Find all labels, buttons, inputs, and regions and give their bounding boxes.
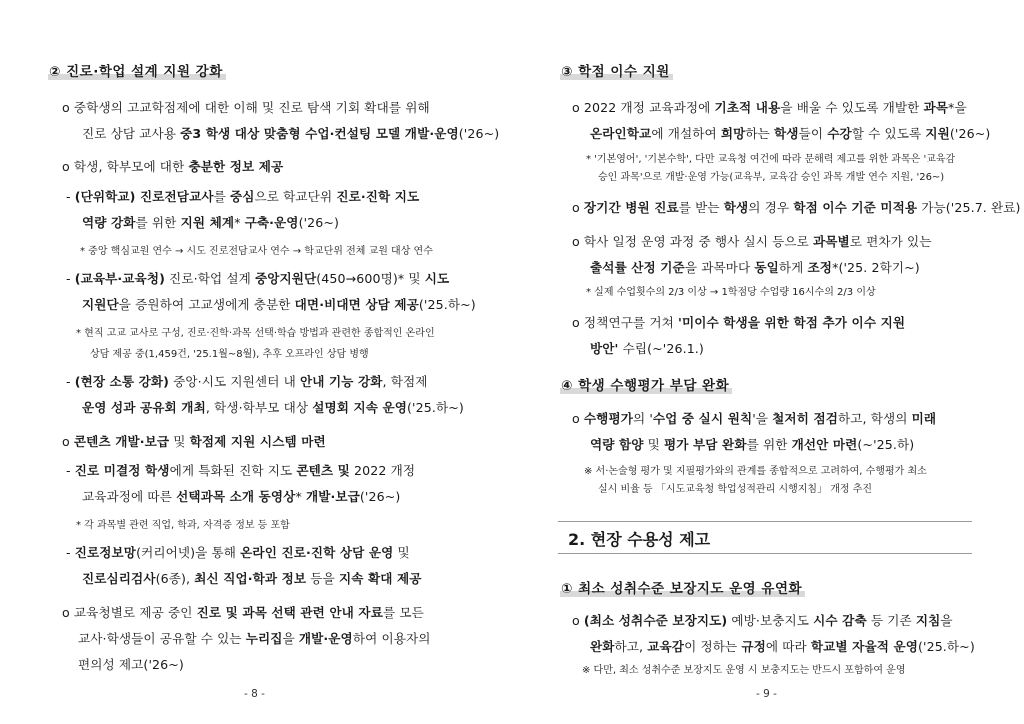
emphasis-text: 대면·비대면 상담 제공 — [294, 297, 419, 312]
emphasis-text: 동일 — [754, 260, 779, 275]
emphasis-text: 콘텐츠 및 — [296, 463, 350, 478]
page-number: - 9 - — [756, 688, 777, 700]
body-text: o 학생, 학부모에 대한 — [62, 159, 189, 174]
bullet-line — [66, 542, 410, 561]
footnote: 상담 제공 중(1,459건, '25.1월~8월), 추후 오프라인 상담 병행 — [90, 349, 369, 360]
body-text: (~'25.하) — [857, 437, 915, 452]
bullet-line — [66, 186, 419, 205]
emphasis-text: 기초적 내용 — [714, 100, 781, 115]
body-text: 가능('25.7. 완료) — [917, 200, 1021, 215]
emphasis-text: 진로·진학 지도 — [336, 189, 420, 204]
emphasis-text: 온라인학교 — [590, 126, 652, 141]
body-text: 하여 이용자의 — [352, 631, 431, 646]
emphasis-text: 미래 — [911, 411, 937, 426]
emphasis-text: 학생 — [723, 200, 749, 215]
body-text: 을 — [282, 631, 299, 646]
footnote: * 현직 고교 교사로 구성, 진로·진학·과목 선택·학습 방법과 관련한 종합적인 온라인 — [76, 328, 435, 339]
emphasis-text: 학교별 자율적 운영 — [810, 639, 918, 654]
body-text: 진로 상담 교사용 — [82, 126, 181, 141]
emphasis-text: 지원 체계 — [180, 215, 235, 230]
emphasis-text: (단위학교) 진로전담교사 — [74, 189, 214, 204]
body-text: *을 — [948, 100, 967, 115]
body-text: 에게 특화된 진학 지도 — [169, 463, 297, 478]
bullet-line — [572, 197, 1021, 216]
body-text: ('25.하~) — [418, 297, 476, 312]
emphasis-text: 개선안 마련 — [791, 437, 858, 452]
body-text: 를 위한 — [135, 215, 181, 230]
body-text: - — [66, 545, 75, 560]
bullet-line — [62, 156, 283, 175]
emphasis-text: 조정 — [807, 260, 833, 275]
emphasis-text: 역량 함양 — [590, 437, 644, 452]
body-text: *('25. 2학기~) — [832, 260, 920, 275]
body-text: o — [572, 613, 584, 628]
footnote: ※ 서·논술형 평가 및 지필평가와의 관계를 종합적으로 고려하여, 수행평가 최소 — [584, 466, 927, 477]
emphasis-text: 지속 확대 제공 — [338, 571, 422, 586]
bullet-line — [82, 294, 476, 313]
emphasis-text: 누리집 — [245, 631, 283, 646]
emphasis-text: 최신 직업·학과 정보 — [194, 571, 307, 586]
footnote: 실시 비율 등 「시도교육청 학업성적관리 시행지침」 개정 추진 — [598, 484, 873, 495]
emphasis-text: 완화 — [590, 639, 615, 654]
heading-min-achievement: ① 최소 성취수준 보장지도 운영 유연화 — [560, 577, 805, 597]
emphasis-text: 중3 학생 대상 맞춤형 수업·컨설팅 모델 개발·운영 — [180, 126, 459, 141]
body-text: 하게 — [778, 260, 808, 275]
bullet-line — [66, 460, 415, 479]
heading-career-support: ② 진로·학업 설계 지원 강화 — [48, 60, 226, 80]
emphasis-text: 과목 — [923, 100, 949, 115]
bullet-line — [590, 338, 704, 357]
body-text: 를 받는 — [678, 200, 724, 215]
footnote: 승인 과목'으로 개발·운영 가능(교육부, 교육감 승인 과목 개발 연수 지원, '26~) — [598, 172, 945, 183]
body-text: o 학사 일정 운영 과정 중 행사 실시 등으로 — [572, 234, 813, 249]
emphasis-text: 교육감 — [647, 639, 685, 654]
bullet-line — [572, 408, 936, 427]
body-text: * — [295, 489, 306, 504]
body-text: 할 수 있도록 — [851, 126, 926, 141]
body-text: 를 모든 — [382, 605, 424, 620]
emphasis-text: 구축·운영 — [244, 215, 299, 230]
body-text: 등 기존 — [866, 613, 916, 628]
footnote: * 각 과목별 관련 직업, 학과, 자격증 정보 등 포함 — [76, 520, 290, 531]
emphasis-text: 지침 — [915, 613, 941, 628]
body-text: o — [62, 434, 74, 449]
body-text: - — [66, 374, 75, 389]
body-text: - — [66, 271, 75, 286]
emphasis-text: '미이수 학생을 위한 학점 추가 이수 지원 — [677, 315, 906, 330]
emphasis-text: 설명회 지속 운영 — [312, 400, 408, 415]
emphasis-text: 안내 기능 강화 — [299, 374, 383, 389]
body-text: 에 개설하여 — [651, 126, 721, 141]
bullet-line — [78, 628, 431, 647]
emphasis-text: 시도 — [424, 271, 450, 286]
body-text: 의 ' — [632, 411, 653, 426]
emphasis-text: 개발·보급 — [305, 489, 360, 504]
bullet-line — [82, 568, 422, 587]
body-text: , 학점제 — [382, 374, 428, 389]
body-text: 및 — [643, 437, 665, 452]
body-text: o 정책연구를 거쳐 — [572, 315, 678, 330]
body-text: 을 증원하여 고교생에게 충분한 — [118, 297, 295, 312]
body-text: 으로 학교단위 — [254, 189, 337, 204]
bullet-line — [590, 123, 990, 142]
emphasis-text: 운영 성과 공유회 개최 — [82, 400, 206, 415]
bullet-line — [590, 636, 975, 655]
body-text: ('26~) — [949, 126, 991, 141]
emphasis-text: 진로심리검사 — [82, 571, 156, 586]
body-text: 을 배울 수 있도록 개발한 — [780, 100, 924, 115]
emphasis-text: 출석률 산정 기준 — [590, 260, 685, 275]
emphasis-text: 학점제 지원 시스템 마련 — [189, 434, 326, 449]
emphasis-text: 학점 이수 기준 미적용 — [793, 200, 918, 215]
body-text: ('26~) — [458, 126, 500, 141]
bullet-line — [572, 97, 967, 116]
bullet-line — [590, 257, 920, 276]
emphasis-text: 수강 — [827, 126, 852, 141]
body-text: 을 과목마다 — [684, 260, 755, 275]
body-text: 하고, — [614, 639, 648, 654]
body-text: 에 따라 — [765, 639, 811, 654]
footnote: * 중앙 핵심교원 연수 → 시도 진로전담교사 연수 → 학교단위 전체 교원 대상 연수 — [80, 246, 433, 257]
body-text: 중앙·시도 지원센터 내 — [169, 374, 300, 389]
bullet-line — [62, 431, 326, 450]
emphasis-text: 희망 — [720, 126, 746, 141]
body-text: o 중학생의 고교학점제에 대한 이해 및 진로 탐색 기회 확대를 위해 — [62, 100, 430, 115]
emphasis-text: 진로 및 과목 선택 관련 안내 자료 — [196, 605, 383, 620]
body-text: 2022 개정 — [349, 463, 416, 478]
bullet-line — [572, 231, 932, 250]
emphasis-text: 온라인 진로·진학 상담 운영 — [240, 545, 394, 560]
body-text: 교사·학생들이 공유할 수 있는 — [78, 631, 246, 646]
body-text: ('26~) — [359, 489, 401, 504]
emphasis-text: 수행평가 — [583, 411, 633, 426]
body-text: * 및 — [397, 271, 425, 286]
page-number: - 8 - — [244, 688, 265, 700]
bullet-line — [82, 397, 464, 416]
body-text: 및 — [393, 545, 410, 560]
body-text: (450→600명) — [316, 271, 398, 286]
body-text: 하고, 학생의 — [837, 411, 912, 426]
body-text: '을 — [752, 411, 773, 426]
bullet-line — [66, 268, 449, 287]
emphasis-text: 학생 — [774, 126, 799, 141]
body-text: 교육과정에 따른 — [82, 489, 177, 504]
emphasis-text: 진로 미결정 학생 — [74, 463, 170, 478]
body-text: 수립(~'26.1.) — [618, 341, 704, 356]
body-text: o — [572, 200, 584, 215]
body-text: 하는 — [745, 126, 775, 141]
body-text: o 2022 개정 교육과정에 — [572, 100, 715, 115]
body-text: 로 편차가 있는 — [849, 234, 932, 249]
bullet-line — [82, 486, 400, 505]
body-text: o 교육청별로 제공 중인 — [62, 605, 197, 620]
emphasis-text: 개발·운영 — [298, 631, 353, 646]
body-text: (커리어넷)을 통해 — [136, 545, 241, 560]
body-text: 편의성 제고('26~) — [78, 657, 184, 672]
body-text: , 학생·학부모 대상 — [205, 400, 313, 415]
emphasis-text: (현장 소통 강화) — [74, 374, 170, 389]
body-text: 를 위한 — [746, 437, 792, 452]
bullet-line — [82, 123, 499, 142]
bullet-line — [590, 434, 914, 453]
body-text: - — [66, 189, 75, 204]
body-text: - — [66, 463, 75, 478]
body-text: 진로·학업 설계 — [164, 271, 255, 286]
emphasis-text: 평가 부담 완화 — [664, 437, 747, 452]
footnote: ※ 다만, 최소 성취수준 보장지도 운영 시 보충지도는 반드시 포함하여 운영 — [582, 665, 906, 676]
body-text: 들이 — [798, 126, 828, 141]
body-text: 예방·보충지도 — [727, 613, 814, 628]
emphasis-text: 시수 감축 — [813, 613, 867, 628]
footnote: * 실제 수업횟수의 2/3 이상 → 1학점당 수업량 16시수의 2/3 이상 — [586, 287, 876, 298]
body-text: 의 경우 — [748, 200, 794, 215]
emphasis-text: 장기간 병원 진료 — [583, 200, 679, 215]
emphasis-text: 지원단 — [82, 297, 119, 312]
heading-assessment: ④ 학생 수행평가 부담 완화 — [560, 374, 732, 394]
emphasis-text: 과목별 — [812, 234, 850, 249]
body-text: 을 — [940, 613, 953, 628]
bullet-line — [572, 312, 905, 331]
emphasis-text: 진로정보망 — [74, 545, 137, 560]
emphasis-text: 충분한 정보 제공 — [188, 159, 284, 174]
emphasis-text: (교육부·교육청) — [74, 271, 165, 286]
emphasis-text: 철저히 점검 — [772, 411, 838, 426]
body-text: ('25.하~) — [918, 639, 975, 654]
emphasis-text: 방안' — [590, 341, 619, 356]
bullet-line — [78, 654, 184, 673]
bullet-line — [62, 602, 424, 621]
emphasis-text: 역량 강화 — [82, 215, 136, 230]
body-text: ('25.하~) — [407, 400, 464, 415]
bullet-line — [66, 371, 428, 390]
emphasis-text: 지원 — [925, 126, 950, 141]
bullet-line — [82, 212, 339, 231]
emphasis-text: 선택과목 소개 동영상 — [176, 489, 296, 504]
body-text: 를 — [213, 189, 230, 204]
footnote: * '기본영어', '기본수학', 다만 교육청 여건에 따라 문해력 제고를 위한 과목은 '교육감 — [586, 154, 956, 165]
emphasis-text: 수업 중 실시 원칙 — [652, 411, 753, 426]
section-title: 2. 현장 수용성 제고 — [568, 530, 711, 549]
emphasis-text: 중심 — [229, 189, 255, 204]
heading-credit-support: ③ 학점 이수 지원 — [560, 60, 673, 80]
body-text: 이 정하는 — [684, 639, 742, 654]
emphasis-text: (최소 성취수준 보장지도) — [583, 613, 728, 628]
body-text: o — [572, 411, 584, 426]
body-text: ('26~) — [298, 215, 340, 230]
body-text: (6종), — [155, 571, 195, 586]
emphasis-text: 중앙지원단 — [254, 271, 317, 286]
body-text: 및 — [169, 434, 190, 449]
emphasis-text: 규정 — [741, 639, 766, 654]
body-text: 등을 — [306, 571, 339, 586]
body-text: * — [234, 215, 245, 230]
bullet-line — [572, 610, 953, 629]
emphasis-text: 콘텐츠 개발·보급 — [73, 434, 170, 449]
bullet-line — [62, 97, 430, 116]
